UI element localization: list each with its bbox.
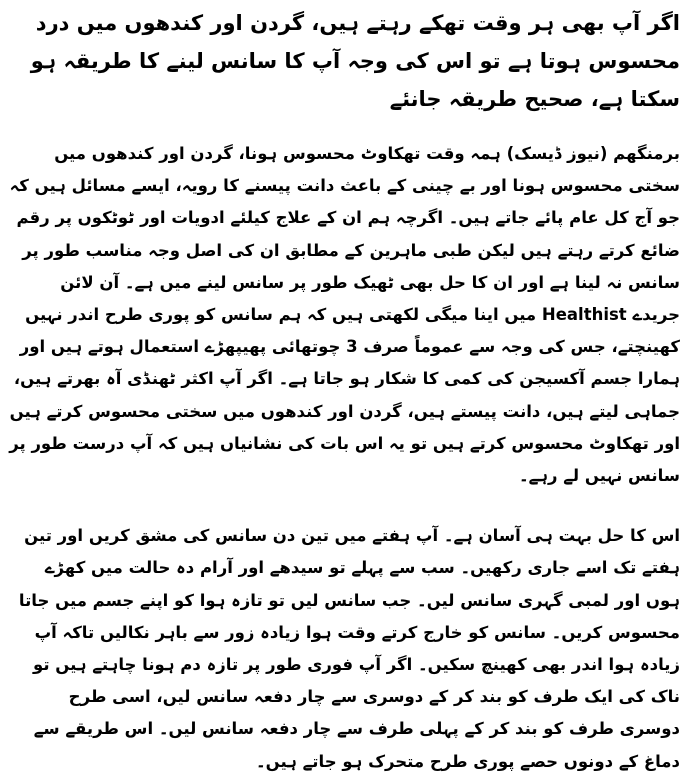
- article-paragraph-2: اس کا حل بہت ہی آسان ہے۔ آپ ہفتے میں تین دن سانس کی مشق کریں اور تین ہفتے تک اسے جاری رکھیں۔ سب سے پہلے تو سیدھے اور آرام دہ حالت میں کھڑے ہوں اور لمبی گہری سانس لیں۔ جب سانس لیں تو تازہ ہوا کو اپنے جسم میں جاتا محسوس کریں۔ سانس کو خارج کرتے وقت ہوا زیادہ زور سے باہر نکالیں تاکہ آپ زیادہ ہوا اندر بھی کھینچ سکیں۔ اگر آپ فوری طور پر تازہ دم ہونا چاہتے ہیں تو ناک کی ایک طرف کو بند کر کے دوسری سے چار دفعہ سانس لیں، اسی طرح دوسری طرف کو بند کر کے پہلی طرف سے چار دفعہ سانس لیں۔ اس طریقے سے دماغ کے دونوں حصے پوری طرح متحرک ہو جاتے ہیں۔: [18, 526, 680, 771]
- article-paragraph-1: برمنگھم (نیوز ڈیسک) ہمہ وقت تھکاوٹ محسوس ہونا، گردن اور کندھوں میں سختی محسوس ہونا اور بے چینی کے باعث دانت پیسنے کا رویہ، ایسے مسائل ہیں کہ جو آج کل عام پائے جاتے ہیں۔ اگرچہ ہم ان کے علاج کیلئے ادویات اور ٹوٹکوں پر رقم ضائع کرتے رہتے ہیں لیکن طبی ماہرین کے مطابق ان کی اصل وجہ مناسب طور پر سانس نہ لینا ہے اور ان کا حل بھی ٹھیک طور پر سانس لینے میں ہے۔ آن لائن جریدے Healthist میں اینا میگی لکھتی ہیں کہ ہم سانس کو پوری طرح اندر نہیں کھینچتے، جس کی وجہ سے عموماً صرف 3 چوتھائی پھیپھڑے استعمال ہوتے ہیں اور ہمارا جسم آکسیجن کی کمی کا شکار ہو جاتا ہے۔ اگر آپ اکثر ٹھنڈی آہ بھرتے ہیں، جماہی لیتے ہیں، دانت پیستے ہیں، گردن اور کندھوں میں سختی محسوس کرتے ہیں اور تھکاوٹ محسوس کرتے ہیں تو یہ اس بات کی نشانیاں ہیں کہ آپ درست طور پر سانس نہیں لے رہے۔: [9, 144, 680, 486]
- article: [8, 4, 680, 778]
- article-headline: اگر آپ بھی ہر وقت تھکے رہتے ہیں، گردن اور کندھوں میں درد محسوس ہوتا ہے تو اس کی وجہ آپ کا سانس لینے کا طریقہ ہو سکتا ہے، صحیح طریقہ جانئے: [30, 11, 680, 111]
